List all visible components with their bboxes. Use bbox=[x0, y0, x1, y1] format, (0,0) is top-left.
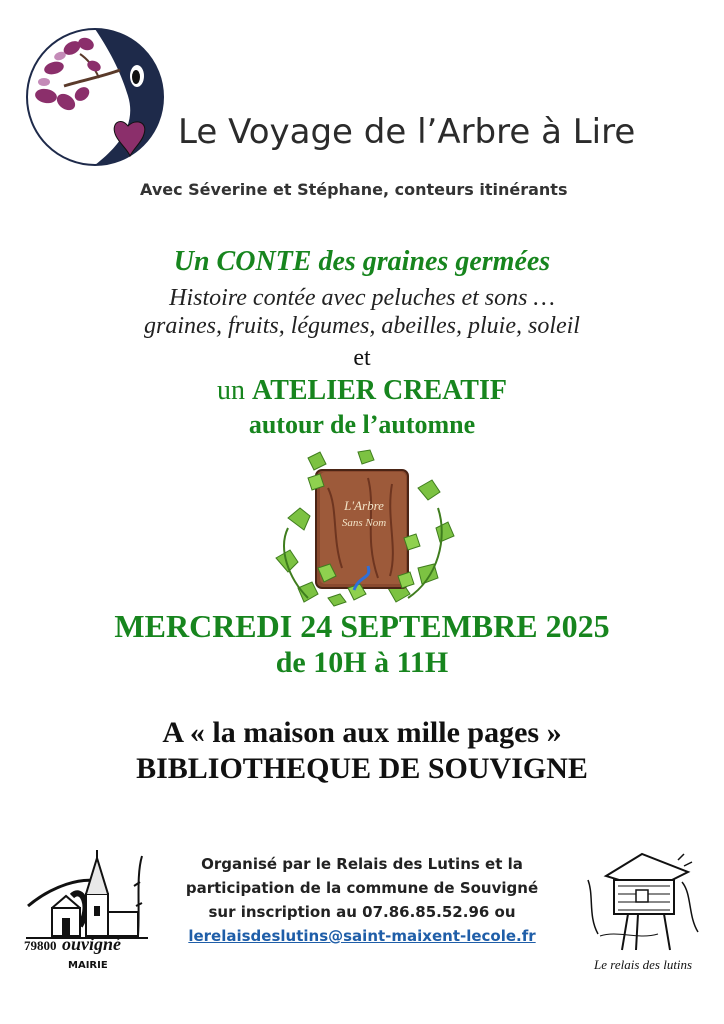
book-ivy-illustration bbox=[268, 448, 458, 608]
organizer-line-3: sur inscription au 07.86.85.52.96 ou bbox=[208, 903, 516, 921]
workshop-title: ATELIER CREATIF bbox=[252, 375, 507, 406]
mairie-postcode: 79800 bbox=[24, 938, 57, 953]
organizer-email-link[interactable]: lerelaisdeslutins@saint-maixent-lecole.fr bbox=[188, 927, 536, 945]
poster-title: Le Voyage de l’Arbre à Lire bbox=[178, 112, 636, 152]
relais-des-lutins-label: Le relais des lutins bbox=[594, 957, 693, 972]
book-cover-line-2: Sans Nom bbox=[341, 517, 387, 529]
venue-name: A « la maison aux mille pages » bbox=[162, 716, 562, 749]
event-time: de 10H à 11H bbox=[275, 646, 449, 679]
organizer-line-1: Organisé par le Relais des Lutins et la bbox=[201, 855, 523, 873]
organizer-line-2: participation de la commune de Souvigné bbox=[185, 879, 539, 897]
venue-library: BIBLIOTHEQUE DE SOUVIGNE bbox=[136, 752, 588, 785]
workshop-prefix: un bbox=[217, 375, 246, 406]
organizer-info bbox=[166, 852, 558, 948]
workshop-subtitle: autour de l’automne bbox=[248, 410, 476, 439]
workshop-heading bbox=[0, 375, 724, 407]
arbre-a-lire-logo bbox=[24, 26, 166, 168]
story-title: Un CONTE des graines germées bbox=[173, 246, 551, 277]
mairie-label: MAIRIE bbox=[68, 960, 108, 971]
story-description-line-1: Histoire contée avec peluches et sons … bbox=[169, 285, 555, 311]
mairie-town-name: ouvigné bbox=[62, 934, 122, 954]
relais-des-lutins-logo bbox=[578, 846, 706, 956]
storytellers-subtitle: Avec Séverine et Stéphane, conteurs itinérants bbox=[140, 180, 568, 199]
book-cover-line-1: L'Arbre bbox=[344, 498, 384, 513]
connector-et: et bbox=[353, 345, 371, 371]
event-date: MERCREDI 24 SEPTEMBRE 2025 bbox=[114, 608, 610, 644]
story-description-line-2: graines, fruits, légumes, abeilles, pluie, soleil bbox=[144, 313, 580, 339]
